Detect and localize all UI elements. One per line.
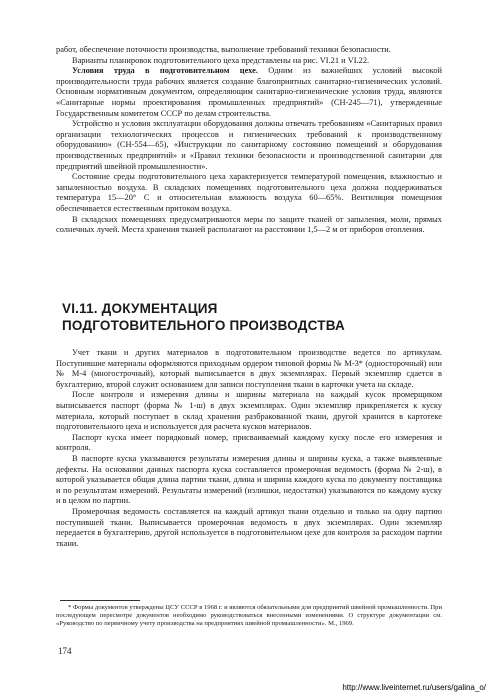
paragraph: Паспорт куска имеет порядковый номер, присваиваемый каждому куску после его измерения и контроля. <box>56 432 442 453</box>
footnote <box>56 604 442 629</box>
body-text-bottom <box>56 348 442 549</box>
body-text-top <box>56 45 442 236</box>
section-heading-line2: ПОДГОТОВИТЕЛЬНОГО ПРОИЗВОДСТВА <box>62 318 345 333</box>
paragraph <box>56 66 442 119</box>
paragraph-rest: Одним из важнейших условий высокой производительности труда рабочих является создание благоприятных санитарно-гигиенических условий. Основным нормативным документом, определяющим санитарно-гигиенические условия труда, являются «Санитарные нормы проектирования промышленных предприятий» (СН-245—71), утвержденные Государственным комитетом СССР по делам строительства. <box>56 66 442 118</box>
paragraph: В складских помещениях предусматриваются меры по защите тканей от запыления, моли, прямых солнечных лучей. Места хранения тканей располагают на расстоянии 1,5—2 м от приборов отопления. <box>56 214 442 235</box>
footnote-divider <box>60 600 140 601</box>
paragraph-lead: Условия труда в подготовительном цехе. <box>72 66 258 76</box>
paragraph: Состояние среды подготовительного цеха характеризуется температурой помещения, влажностью и запыленностью воздуха. В складских помещениях подготовительного цеха должна поддерживаться температура 15—20° С и относительная влажность воздуха 60—65%. Вентиляция помещения обеспечивается естественным притоком воздуха. <box>56 172 442 213</box>
paragraph: Промерочная ведомость составляется на каждый артикул ткани отдельно и только на одну партию поступившей ткани. Выписывается промерочная ведомость в двух экземплярах. Один экземпляр передается в бухгалтерию, другой используется в подготовительном цехе для контроля за расходом партии ткани. <box>56 506 442 548</box>
footnote-text: * Формы документов утверждены ЦСУ СССР в 1968 г. и являются обязательными для предприятий швейной промышленности. При последующем пересмотре документов необходимо руководствоваться внесенными изменениями. О структуре документации см. «Руководство по первичному учету производства на предприятиях швейной промышленности». М., 1969. <box>56 604 442 628</box>
paragraph: После контроля и измерения длины и ширины материала на каждый кусок промерщиком выписывается паспорт (форма № 1-ш) в двух экземплярах. Один экземпляр прикрепляется к куску материала, который поступает в склад хранения разбракованной ткани, другой хранится в картотеке подготовительного цеха и используется для расчета кусков материалов. <box>56 390 442 432</box>
watermark-url: http://www.liveinternet.ru/users/galina_o/ <box>342 683 486 692</box>
paragraph: Варианты планировок подготовительного цеха представлены на рис. VI.21 и VI.22. <box>72 55 370 65</box>
paragraph: Учет ткани и других материалов в подготовительном производстве ведется по артикулам. Поступившие материалы оформляются приходным ордером типовой формы № М-3* (односторочный) или № М-4 (многострочный), который выписывается в двух экземплярах. Первый экземпляр сдается в бухгалтерию, второй служит основанием для записи поступления ткани в карточки учета на складе. <box>56 348 442 389</box>
paragraph: Устройство и условия эксплуатации оборудования должны отвечать требованиям «Санитарных правил организации технологических процессов и гигиенических требований к производственному оборудованию» (СН-554—65), «Инструкции по санитарному состоянию помещений и оборудования производственных предприятий» и «Правил техники безопасности и производственной санитарии для предприятий швейной промышленности». <box>56 119 442 171</box>
section-heading <box>62 300 442 334</box>
page-number: 174 <box>58 646 72 656</box>
paragraph: В паспорте куска указываются результаты измерения длины и ширины куска, а также выявленные дефекты. На основании данных паспорта куска составляется промерочная ведомость (форма № 2-ш), в которой указывается общая длина партии ткани, длина и ширина каждого куска по документу поставщика и по результатам измерений. Результаты измерений (излишки, недостатки) указываются по каждому куску и в целом по партии. <box>56 453 442 506</box>
section-heading-line1: VI.11. ДОКУМЕНТАЦИЯ <box>62 301 218 316</box>
paragraph: работ, обеспечение поточности производства, выполнение требований техники безопасности. <box>56 45 391 54</box>
